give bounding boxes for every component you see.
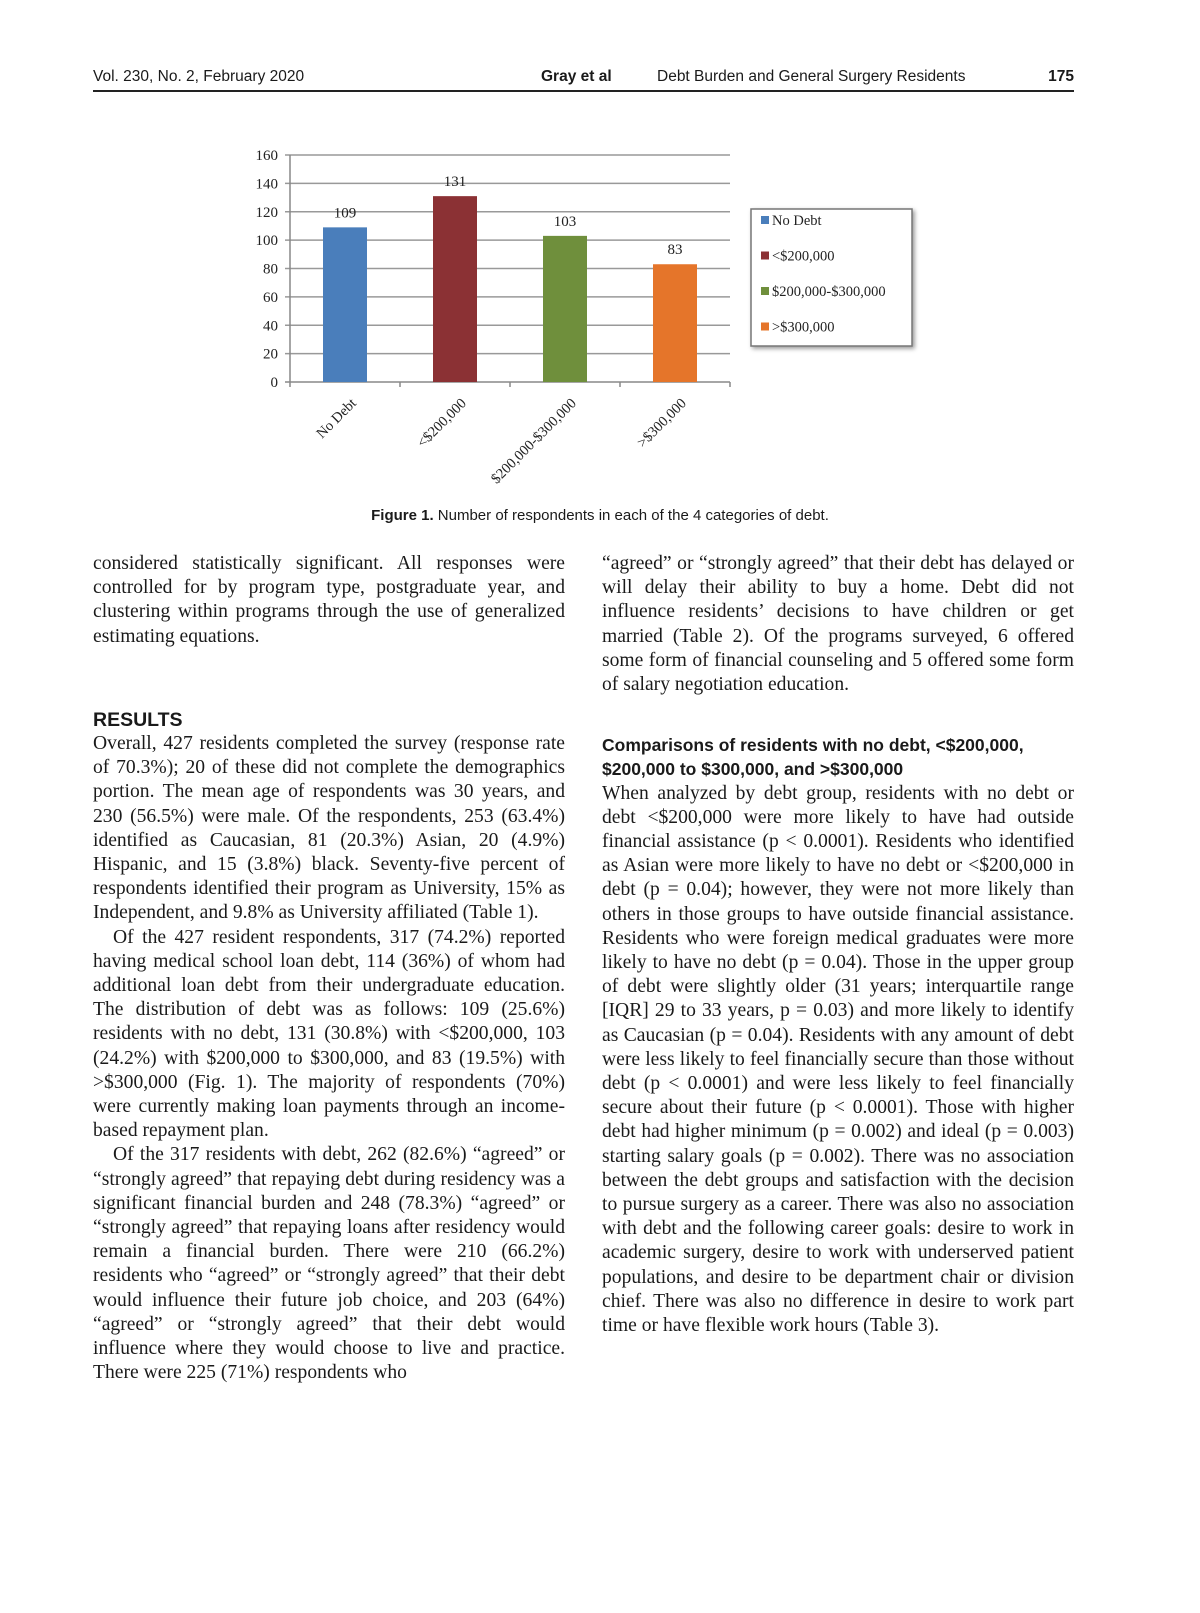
legend-label: <$200,000 [772,248,835,265]
y-tick-label: 100 [255,233,278,250]
data-label: 131 [443,174,467,191]
bar-3 [653,264,697,382]
data-label: 83 [667,242,683,259]
x-tick-labels [313,396,689,488]
paragraph: Overall, 427 residents completed the survey (response rate of 70.3%); 20 of these did not complete the demographics portion. The mean age of respondents was 30 years, and 230 (56.5%) were male. Of the respondents, 253 (63.4%) identified as Caucasian, 81 (20.3%) Asian, 20 (4.9%) Hispanic, and 15 (3.8%) black. Seventy-five percent of respondents identified their program as University, 15% as Independent, and 9.8% as University affiliated (Table 1). [93,733,565,924]
section-heading-results: RESULTS [93,708,183,731]
paragraph: considered statistically significant. All responses were controlled for by program type, postgraduate year, and clustering within programs through the use of generalized estimating equations. [93,553,565,647]
subsection-heading: Comparisons of residents with no debt, <$200,000, $200,000 to $300,000, and >$300,000 [602,735,1024,780]
bars [323,174,697,382]
legend-label: No Debt [772,213,822,229]
legend [751,209,912,346]
x-tick-label: No Debt [313,395,360,442]
bar-0 [323,227,367,382]
paragraph: “agreed” or “strongly agreed” that their debt has delayed or will delay their ability to buy a home. Debt did not influence residents’ decisions to have children or get married (Table 2). Of the programs surveyed, 6 offered some form of financial counseling and 5 offered some form of salary negotiation education. [602,553,1074,696]
figure-label: Figure 1. [371,507,434,524]
x-tick-label: >$300,000 [634,395,690,452]
legend-swatch [761,216,769,224]
legend-label: $200,000-$300,000 [772,284,886,300]
y-tick-label: 80 [263,261,278,278]
page-number: 175 [1048,68,1074,85]
left-column [93,552,565,1386]
y-tick-label: 140 [255,176,278,193]
x-tick-label: $200,000-$300,000 [488,395,580,488]
authors: Gray et al [541,68,612,85]
y-tick-label: 40 [263,318,278,335]
y-tick-label: 120 [255,204,278,221]
right-column [602,552,1074,1338]
y-tick-label: 0 [270,375,278,391]
legend-label: >$300,000 [772,319,835,336]
data-label: 103 [553,213,577,230]
legend-swatch [761,287,769,295]
bar-2 [543,236,587,382]
running-title: Debt Burden and General Surgery Residents [657,68,966,85]
paragraph: Of the 427 resident respondents, 317 (74.2%) reported having medical school loan debt, 114 (36%) of whom had additional loan debt from their undergraduate education. The distribution of debt was as follows: 109 (25.6%) residents with no debt, 131 (30.8%) with <$200,000, 103 (24.2%) with $200,000 to $300,000, and 83 (19.5%) with >$300,000 (Fig. 1). The majority of respondents (70%) were currently making loan payments through an income-based repayment plan. [93,926,565,1142]
y-tick-label: 20 [263,346,278,363]
y-tick-labels [256,148,279,391]
legend-swatch [761,252,769,260]
paragraph: When analyzed by debt group, residents with no debt or debt <$200,000 were more likely to have had outside financial assistance (p < 0.0001). Residents who identified as Asian were more likely to have no debt or <$200,000 in debt (p = 0.04); however, they were not more likely than others in those groups to have outside financial assistance. Residents who were foreign medical graduates were more likely to have no debt (p = 0.04). Those in the upper group of debt were slightly older (31 years; interquartile range [IQR] 29 to 33 years, p = 0.03) and more likely to identify as Caucasian (p = 0.04). Residents with any amount of debt were less likely to feel financially secure than those without debt (p < 0.0001) and were less likely to feel financially secure about their future (p < 0.0001). Those with higher debt had higher minimum (p = 0.002) and ideal (p = 0.003) starting salary goals (p = 0.002). There was no association between the debt groups and satisfaction with the decision to pursue surgery as a career. There was also no association with debt and the following career goals: desire to work in academic surgery, desire to work with underserved patient populations, and desire to be department chair or division chief. There was also no difference in desire to work part time or have flexible work hours (Table 3). [602,782,1074,1337]
paragraph: Of the 317 residents with debt, 262 (82.6%) “agreed” or “strongly agreed” that repaying debt during residency was a significant financial burden and 248 (78.3%) “agreed” or “strongly agreed” that repaying loans after residency would remain a financial burden. There were 210 (66.2%) residents who “agreed” or “strongly agreed” that their debt would influence their future job choice, and 203 (64%) “agreed” or “strongly agreed” that their debt would influence where they would choose to live and practice. There were 225 (71%) respondents who [93,1144,565,1384]
y-tick-label: 60 [263,289,278,306]
x-tick-label: <$200,000 [414,395,470,452]
figure-caption-text: Number of respondents in each of the 4 categories of debt. [437,507,829,524]
legend-swatch [761,323,769,331]
bar-chart [0,130,1200,510]
y-tick-label: 160 [255,148,278,164]
journal-issue: Vol. 230, No. 2, February 2020 [93,68,305,85]
running-header [93,66,1074,92]
figure-caption [0,507,1200,524]
bar-1 [433,196,477,382]
data-label: 109 [333,205,357,222]
